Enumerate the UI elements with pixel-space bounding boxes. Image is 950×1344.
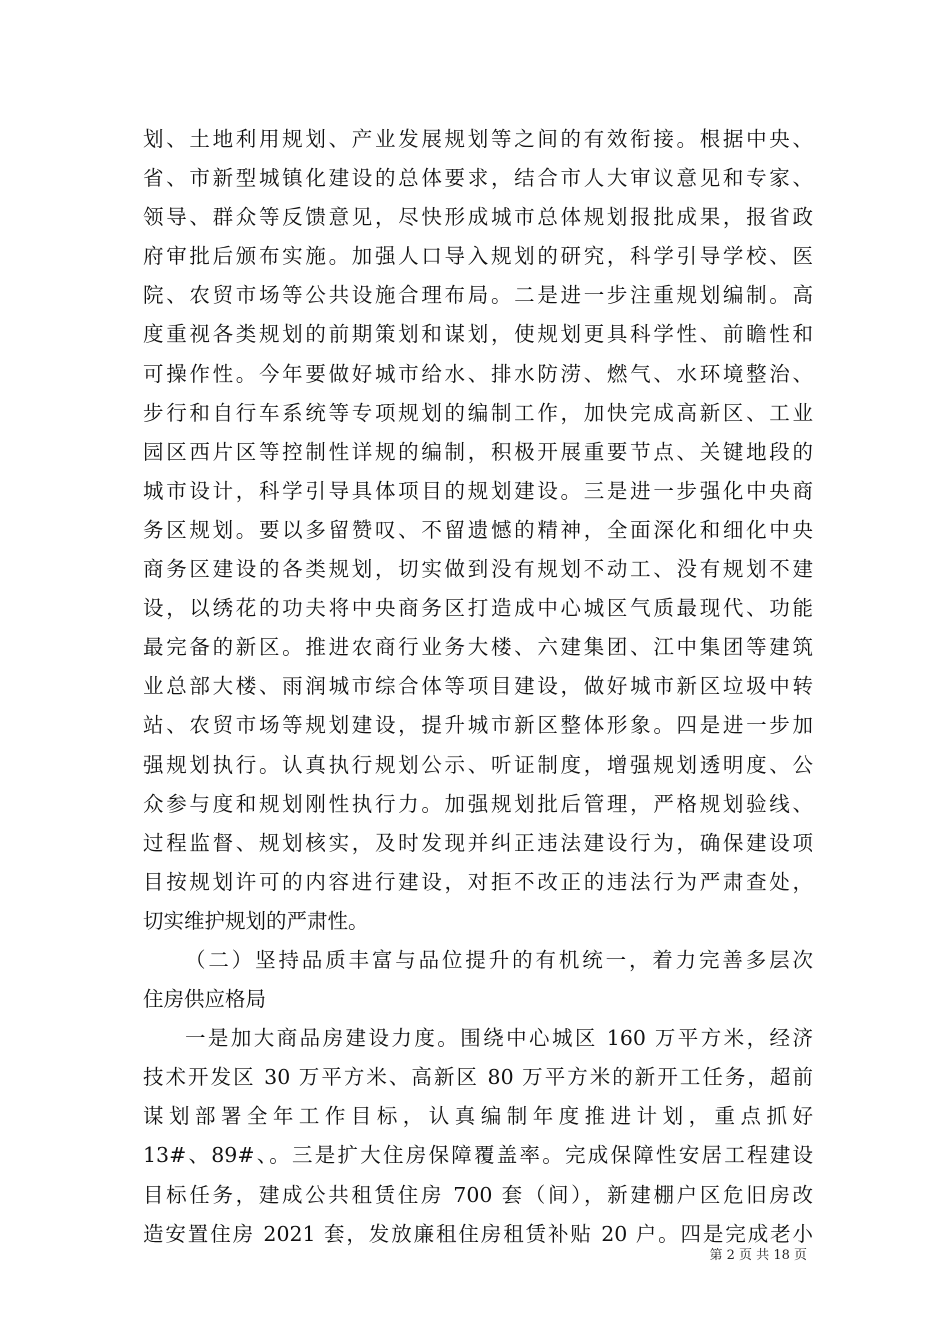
text-line: 一是加大商品房建设力度。围绕中心城区 160 万平方米，经济 xyxy=(185,1026,813,1051)
text-line: 可操作性。今年要做好城市给水、排水防涝、燃气、水环境整治、 xyxy=(143,361,813,386)
text-line: 度重视各类规划的前期策划和谋划，使规划更具科学性、前瞻性和 xyxy=(143,322,813,347)
text-line: 目标任务，建成公共租赁住房 700 套（间），新建棚户区危旧房改 xyxy=(143,1182,813,1207)
text-line: 众参与度和规划刚性执行力。加强规划批后管理，严格规划验线、 xyxy=(143,791,813,816)
text-line: 省、市新型城镇化建设的总体要求，结合市人大审议意见和专家、 xyxy=(143,166,813,191)
text-line: 院、农贸市场等公共设施合理布局。二是进一步注重规划编制。高 xyxy=(143,283,813,308)
text-line: 业总部大楼、雨润城市综合体等项目建设，做好城市新区垃圾中转 xyxy=(143,674,813,699)
text-line: 过程监督、规划核实，及时发现并纠正违法建设行为，确保建设项 xyxy=(143,830,813,855)
text-line: 商务区建设的各类规划，切实做到没有规划不动工、没有规划不建 xyxy=(143,557,813,582)
text-line: 强规划执行。认真执行规划公示、听证制度，增强规划透明度、公 xyxy=(143,752,813,777)
page-number: 第 2 页 共 18 页 xyxy=(709,1248,807,1263)
text-line: 领导、群众等反馈意见，尽快形成城市总体规划报批成果，报省政 xyxy=(143,205,813,230)
text-line: 最完备的新区。推进农商行业务大楼、六建集团、江中集团等建筑 xyxy=(143,635,813,660)
text-line: 设，以绣花的功夫将中央商务区打造成中心城区气质最现代、功能 xyxy=(143,596,813,621)
section-heading-line: 住房供应格局 xyxy=(143,987,266,1012)
text-line: 技术开发区 30 万平方米、高新区 80 万平方米的新开工任务，超前 xyxy=(143,1065,813,1090)
text-line: 目按规划许可的内容进行建设，对拒不改正的违法行为严肃查处， xyxy=(143,869,813,894)
body-text xyxy=(143,120,813,1254)
text-line: 务区规划。要以多留赞叹、不留遗憾的精神，全面深化和细化中央 xyxy=(143,517,813,542)
text-line: 园区西片区等控制性详规的编制，积极开展重要节点、关键地段的 xyxy=(143,439,813,464)
text-line: 府审批后颁布实施。加强人口导入规划的研究，科学引导学校、医 xyxy=(143,244,813,269)
section-heading-line: （二）坚持品质丰富与品位提升的有机统一，着力完善多层次 xyxy=(185,947,813,972)
text-line: 步行和自行车系统等专项规划的编制工作，加快完成高新区、工业 xyxy=(143,400,813,425)
text-line: 造安置住房 2021 套，发放廉租住房租赁补贴 20 户。四是完成老小 xyxy=(143,1221,813,1246)
text-line: 划、土地利用规划、产业发展规划等之间的有效衔接。根据中央、 xyxy=(143,127,813,151)
text-line: 切实维护规划的严肃性。 xyxy=(143,908,369,933)
text-line: 站、农贸市场等规划建设，提升城市新区整体形象。四是进一步加 xyxy=(143,713,813,738)
text-line: 谋划部署全年工作目标，认真编制年度推进计划，重点抓好 xyxy=(143,1104,813,1129)
text-line: 13#、89#、。三是扩大住房保障覆盖率。完成保障性安居工程建设 xyxy=(143,1143,813,1168)
text-line: 城市设计，科学引导具体项目的规划建设。三是进一步强化中央商 xyxy=(143,478,813,503)
